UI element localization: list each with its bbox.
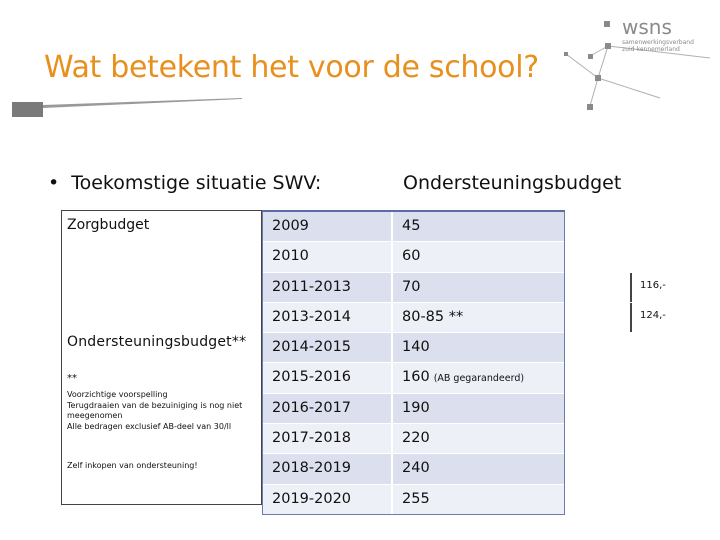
year-cell: 2018-2019 — [263, 454, 393, 483]
value-cell — [393, 212, 564, 241]
year-cell: 2019-2020 — [263, 485, 393, 514]
logo-subtitle-1: samenwerkingsverband — [622, 39, 694, 46]
table-row — [263, 424, 564, 454]
table-row — [263, 212, 564, 242]
table-row — [263, 394, 564, 424]
value-text: 80-85 ** — [402, 308, 464, 325]
value-cell — [393, 363, 564, 392]
title-underline-decoration — [12, 96, 252, 120]
wsns-logo — [560, 8, 720, 118]
label-zelf-inkopen: Zelf inkopen van ondersteuning! — [67, 461, 198, 470]
year-cell: 2016-2017 — [263, 394, 393, 423]
slide-title: Wat betekent het voor de school? — [44, 50, 539, 85]
table-row — [263, 242, 564, 272]
value-text: 70 — [402, 278, 421, 295]
value-text: 190 — [402, 399, 430, 416]
value-cell — [393, 424, 564, 453]
value-text: 45 — [402, 218, 421, 234]
value-cell — [393, 242, 564, 271]
value-text: 140 — [402, 339, 430, 356]
footnote-line: Alle bedragen exclusief AB-deel van 30/ll — [67, 421, 232, 431]
value-text: 255 — [402, 490, 430, 507]
year-cell: 2009 — [263, 212, 393, 241]
footnote-line: meegenomen — [67, 411, 123, 420]
value-cell — [393, 333, 564, 362]
budget-table — [262, 210, 666, 515]
table-row — [263, 333, 564, 363]
value-text: 240 — [402, 460, 430, 477]
logo-subtitle-2: zuid-kennemerland — [622, 46, 680, 53]
table-row — [263, 363, 564, 393]
bullet-symbol: • — [48, 172, 60, 194]
year-cell: 2015-2016 — [263, 363, 393, 392]
value-cell — [393, 303, 666, 332]
label-ondersteuningsbudget: Ondersteuningsbudget** — [67, 334, 247, 350]
table-row — [263, 485, 564, 514]
footnote-line: Voorzichtige voorspelling — [67, 390, 168, 399]
budget-labels-box — [61, 210, 262, 505]
value-text: 220 — [402, 430, 430, 447]
value-note: (AB gegarandeerd) — [433, 373, 525, 385]
value-cell — [393, 454, 564, 483]
year-cell: 2014-2015 — [263, 333, 393, 362]
value-cell — [393, 273, 666, 302]
year-cell: 2010 — [263, 242, 393, 271]
value-cell — [393, 394, 564, 423]
year-cell: 2013-2014 — [263, 303, 393, 332]
bullet-situation — [48, 172, 321, 194]
budget-heading: Ondersteuningsbudget — [403, 172, 622, 194]
extra-amount: 116,- — [630, 273, 694, 302]
label-zorgbudget: Zorgbudget — [67, 217, 150, 233]
bullet-text: Toekomstige situatie SWV: — [71, 172, 322, 194]
value-text: 160 — [402, 369, 430, 386]
footnote-line: Terugdraaien van de bezuiniging is nog niet — [67, 400, 243, 410]
table-row — [263, 303, 666, 333]
extra-amount: 124,- — [630, 303, 694, 332]
year-cell: 2017-2018 — [263, 424, 393, 453]
footnote-text — [67, 390, 257, 432]
network-dots-icon — [560, 8, 720, 118]
year-cell: 2011-2013 — [263, 273, 393, 302]
table-row — [263, 273, 666, 303]
table-row — [263, 454, 564, 484]
value-text: 60 — [402, 248, 421, 265]
footnote-marker: ** — [67, 373, 77, 384]
logo-name: wsns — [622, 15, 672, 39]
value-cell — [393, 485, 564, 514]
